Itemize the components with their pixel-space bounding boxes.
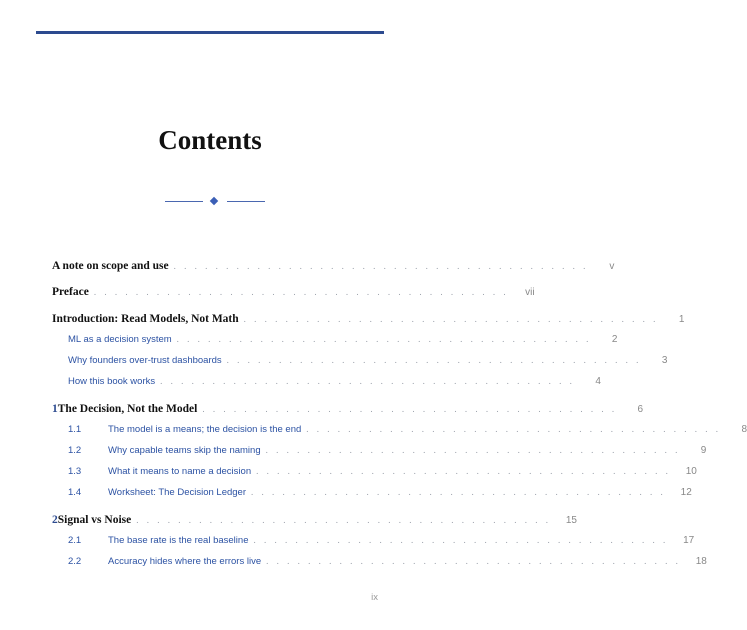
toc-entry-number: 1.2: [68, 445, 82, 456]
toc-entry-number: 2: [52, 514, 58, 526]
toc-entry-number: 1.1: [68, 424, 82, 435]
toc-entry[interactable]: [52, 334, 618, 350]
toc-entry-page: 9: [700, 445, 707, 456]
toc-entry-label: Introduction: Read Models, Not Math: [52, 313, 239, 325]
toc-entry-page: 18: [695, 556, 707, 567]
dot-leader: . . . . . . . . . . . . . . . . . . . . . . . . . . . . . . . . . . . . . . . .: [226, 355, 642, 365]
dot-leader: . . . . . . . . . . . . . . . . . . . . . . . . . . . . . . . . . . . . . . . .: [136, 515, 551, 525]
dot-leader: . . . . . . . . . . . . . . . . . . . . . . . . . . . . . . . . . . . . . . . .: [93, 287, 509, 297]
toc-entry-number: 2.2: [68, 556, 82, 567]
ornament-right-line: [227, 201, 265, 202]
toc-entry[interactable]: [52, 424, 747, 440]
toc-entry-label: How this book works: [68, 376, 156, 387]
toc-entry-page: vii: [525, 287, 535, 298]
dot-leader: . . . . . . . . . . . . . . . . . . . . . . . . . . . . . . . . . . . . . . . .: [160, 376, 575, 386]
toc-entry[interactable]: [52, 556, 707, 572]
dot-leader: . . . . . . . . . . . . . . . . . . . . . . . . . . . . . . . . . . . . . . . .: [251, 487, 666, 497]
toc-entry-page: 15: [565, 515, 577, 526]
toc-entry-label: Accuracy hides where the errors live: [108, 556, 262, 567]
toc-entry[interactable]: [52, 487, 692, 503]
toc-entry-label: Signal vs Noise: [57, 514, 132, 526]
dot-leader: . . . . . . . . . . . . . . . . . . . . . . . . . . . . . . . . . . . . . . . .: [173, 261, 589, 271]
title-ornament: [165, 197, 265, 207]
page-number: ix: [371, 592, 378, 603]
dot-leader: . . . . . . . . . . . . . . . . . . . . . . . . . . . . . . . . . . . . . . . .: [243, 314, 659, 324]
toc-entry[interactable]: [52, 535, 695, 551]
dot-leader: . . . . . . . . . . . . . . . . . . . . . . . . . . . . . . . . . . . . . . . .: [202, 404, 618, 414]
dot-leader: . . . . . . . . . . . . . . . . . . . . . . . . . . . . . . . . . . . . . . . .: [266, 556, 681, 566]
dot-leader: . . . . . . . . . . . . . . . . . . . . . . . . . . . . . . . . . . . . . . . .: [265, 445, 681, 455]
toc-entry-label: Preface: [52, 286, 89, 298]
toc-entry-page: 2: [611, 334, 618, 345]
toc-entry-label: The base rate is the real baseline: [108, 535, 249, 546]
toc-entry[interactable]: [52, 313, 685, 329]
toc-entry-label: Why founders over-trust dashboards: [68, 355, 222, 366]
diamond-icon: [210, 197, 218, 205]
toc-entry[interactable]: [52, 514, 577, 530]
dot-leader: . . . . . . . . . . . . . . . . . . . . . . . . . . . . . . . . . . . . . . . .: [256, 466, 671, 476]
toc-entry-label: Why capable teams skip the naming: [108, 445, 261, 456]
toc-entry-label: A note on scope and use: [52, 260, 169, 272]
toc-entry[interactable]: [52, 355, 668, 371]
toc-entry-page: 4: [595, 376, 601, 387]
toc-entry-page: 10: [685, 466, 697, 477]
toc-entry-page: 3: [661, 355, 668, 366]
dot-leader: . . . . . . . . . . . . . . . . . . . . . . . . . . . . . . . . . . . . . . . .: [253, 535, 669, 545]
toc-entry-page: 6: [637, 404, 644, 415]
dot-leader: . . . . . . . . . . . . . . . . . . . . . . . . . . . . . . . . . . . . . . . .: [176, 334, 592, 344]
page-title: Contents: [158, 125, 262, 155]
toc-entry-number: 1: [52, 403, 58, 415]
toc-entry[interactable]: [52, 403, 644, 419]
toc-entry[interactable]: [52, 376, 601, 392]
toc-entry-page: 1: [678, 314, 685, 325]
toc-entry-label: ML as a decision system: [68, 334, 172, 345]
toc-entry-number: 2.1: [68, 535, 82, 546]
toc-entry-number: 1.3: [68, 466, 82, 477]
dot-leader: . . . . . . . . . . . . . . . . . . . . . . . . . . . . . . . . . . . . . . . .: [306, 424, 722, 434]
toc-entry[interactable]: [52, 445, 707, 461]
toc-entry-page: 17: [683, 535, 695, 546]
toc-entry[interactable]: [52, 286, 535, 302]
toc-entry-label: The model is a means; the decision is the end: [108, 424, 302, 435]
toc-entry-label: The Decision, Not the Model: [57, 403, 198, 415]
ornament-left-line: [165, 201, 203, 202]
toc-entry[interactable]: [52, 260, 615, 276]
toc-entry-page: v: [609, 261, 615, 272]
toc-entry[interactable]: [52, 466, 697, 482]
toc-entry-label: What it means to name a decision: [108, 466, 252, 477]
toc-entry-page: 8: [741, 424, 747, 435]
toc-entry-label: Worksheet: The Decision Ledger: [108, 487, 247, 498]
toc-entry-number: 1.4: [68, 487, 82, 498]
top-rule: [36, 31, 384, 34]
toc-entry-page: 12: [680, 487, 692, 498]
